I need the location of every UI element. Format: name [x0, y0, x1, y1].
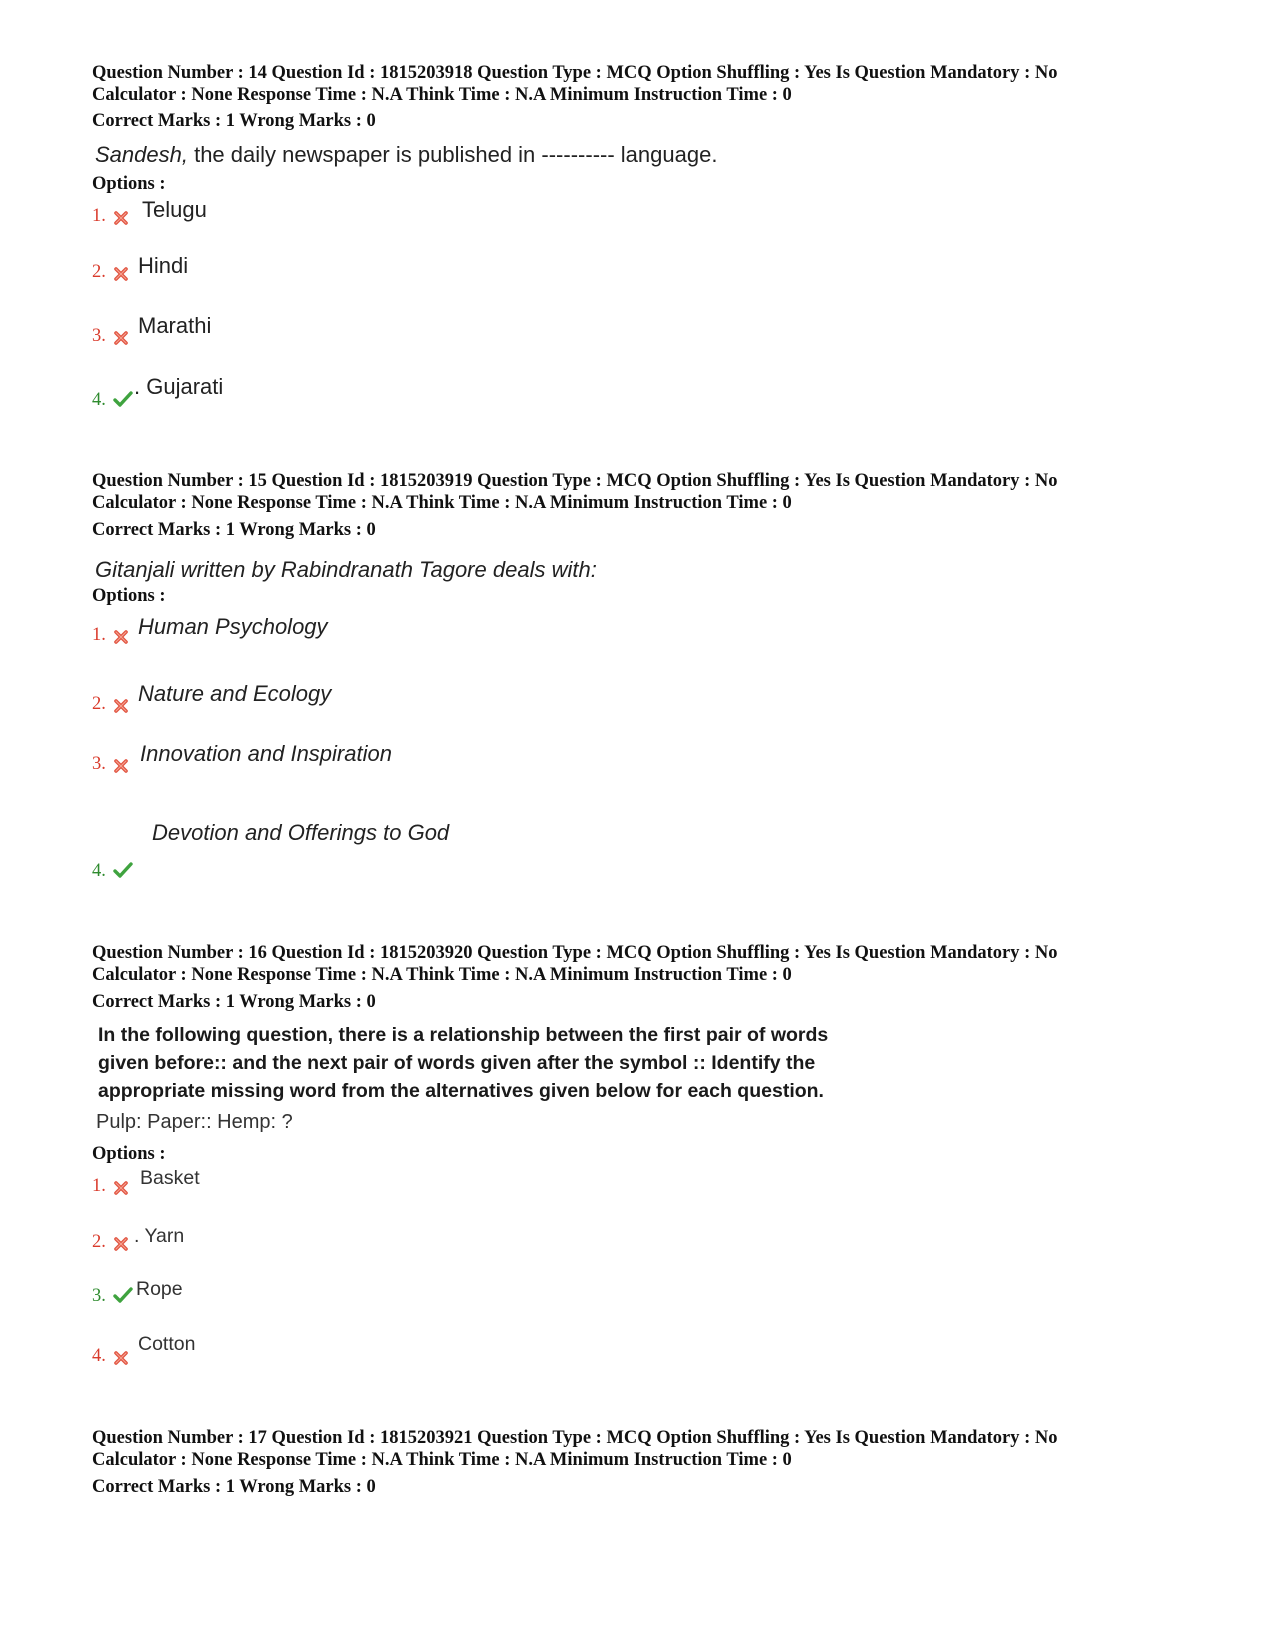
question-15-option-1: Human Psychology: [138, 614, 328, 639]
question-15-meta-line2: Calculator : None Response Time : N.A Think Time : N.A Minimum Instruction Time : 0: [92, 493, 792, 513]
question-17-meta-line1: Question Number : 17 Question Id : 1815203921 Question Type : MCQ Option Shuffling : Yes Is Question Mandatory : No: [92, 1428, 1058, 1448]
question-15-option-4-number: 4.: [92, 861, 106, 881]
question-14-option-4: . Gujarati: [134, 374, 224, 399]
check-icon: [113, 391, 133, 407]
question-15-option-2: Nature and Ecology: [138, 681, 332, 706]
question-16-option-1: Basket: [140, 1167, 200, 1189]
question-16-option-2: . Yarn: [134, 1225, 185, 1247]
question-16-option-3: Rope: [136, 1278, 183, 1300]
question-16-meta-line2: Calculator : None Response Time : N.A Think Time : N.A Minimum Instruction Time : 0: [92, 965, 792, 985]
question-14-text: [95, 142, 717, 168]
cross-icon: [113, 758, 129, 774]
question-16-option-2-number: 2.: [92, 1232, 106, 1252]
question-14-option-2: Hindi: [138, 253, 189, 278]
question-14-option-3-number: 3.: [92, 326, 106, 346]
question-14-text-rest: the daily newspaper is published in ---------- language.: [187, 142, 718, 167]
question-15-option-4: Devotion and Offerings to God: [152, 820, 450, 845]
question-16-option-3-number: 3.: [92, 1286, 106, 1306]
question-16-meta-line1: Question Number : 16 Question Id : 1815203920 Question Type : MCQ Option Shuffling : Yes Is Question Mandatory : No: [92, 943, 1058, 963]
cross-icon: [113, 266, 129, 282]
question-14-option-3: Marathi: [138, 313, 212, 338]
question-15-option-2-number: 2.: [92, 694, 106, 714]
question-16-marks: Correct Marks : 1 Wrong Marks : 0: [92, 992, 376, 1012]
question-16-option-1-number: 1.: [92, 1176, 106, 1196]
question-15-option-1-number: 1.: [92, 625, 106, 645]
cross-icon: [113, 698, 129, 714]
question-15-marks: Correct Marks : 1 Wrong Marks : 0: [92, 520, 376, 540]
question-14-meta-line2: Calculator : None Response Time : N.A Think Time : N.A Minimum Instruction Time : 0: [92, 85, 792, 105]
question-16-option-4: Cotton: [138, 1333, 196, 1355]
question-17-marks: Correct Marks : 1 Wrong Marks : 0: [92, 1477, 376, 1497]
question-16-analogy: Pulp: Paper:: Hemp: ?: [96, 1111, 293, 1133]
check-icon: [113, 1287, 133, 1303]
question-16-text-line3: appropriate missing word from the alternatives given below for each question.: [98, 1080, 824, 1102]
cross-icon: [113, 629, 129, 645]
question-17-meta-line2: Calculator : None Response Time : N.A Think Time : N.A Minimum Instruction Time : 0: [92, 1450, 792, 1470]
question-14-options-label: Options :: [92, 174, 166, 194]
cross-icon: [113, 1236, 129, 1252]
question-14-meta-line1: Question Number : 14 Question Id : 1815203918 Question Type : MCQ Option Shuffling : Yes Is Question Mandatory : No: [92, 63, 1058, 83]
question-16-text-line1: In the following question, there is a relationship between the first pair of words: [98, 1024, 829, 1046]
question-15-meta-line1: Question Number : 15 Question Id : 1815203919 Question Type : MCQ Option Shuffling : Yes Is Question Mandatory : No: [92, 471, 1058, 491]
question-15-option-3-number: 3.: [92, 754, 106, 774]
question-14-option-2-number: 2.: [92, 262, 106, 282]
question-15-options-label: Options :: [92, 586, 166, 606]
cross-icon: [113, 210, 129, 226]
check-icon: [113, 862, 133, 878]
question-14-option-1: Telugu: [142, 197, 207, 222]
question-14-option-1-number: 1.: [92, 206, 106, 226]
question-14-text-emphasis: Sandesh,: [95, 142, 188, 167]
question-16-option-4-number: 4.: [92, 1346, 106, 1366]
question-16-options-label: Options :: [92, 1144, 166, 1164]
question-15-option-3: Innovation and Inspiration: [140, 741, 392, 766]
question-16-text-line2: given before:: and the next pair of words given after the symbol :: Identify the: [98, 1052, 816, 1074]
question-14-marks: Correct Marks : 1 Wrong Marks : 0: [92, 111, 376, 131]
cross-icon: [113, 1180, 129, 1196]
cross-icon: [113, 1350, 129, 1366]
question-15-text: Gitanjali written by Rabindranath Tagore deals with:: [95, 557, 597, 582]
question-14-option-4-number: 4.: [92, 390, 106, 410]
cross-icon: [113, 330, 129, 346]
